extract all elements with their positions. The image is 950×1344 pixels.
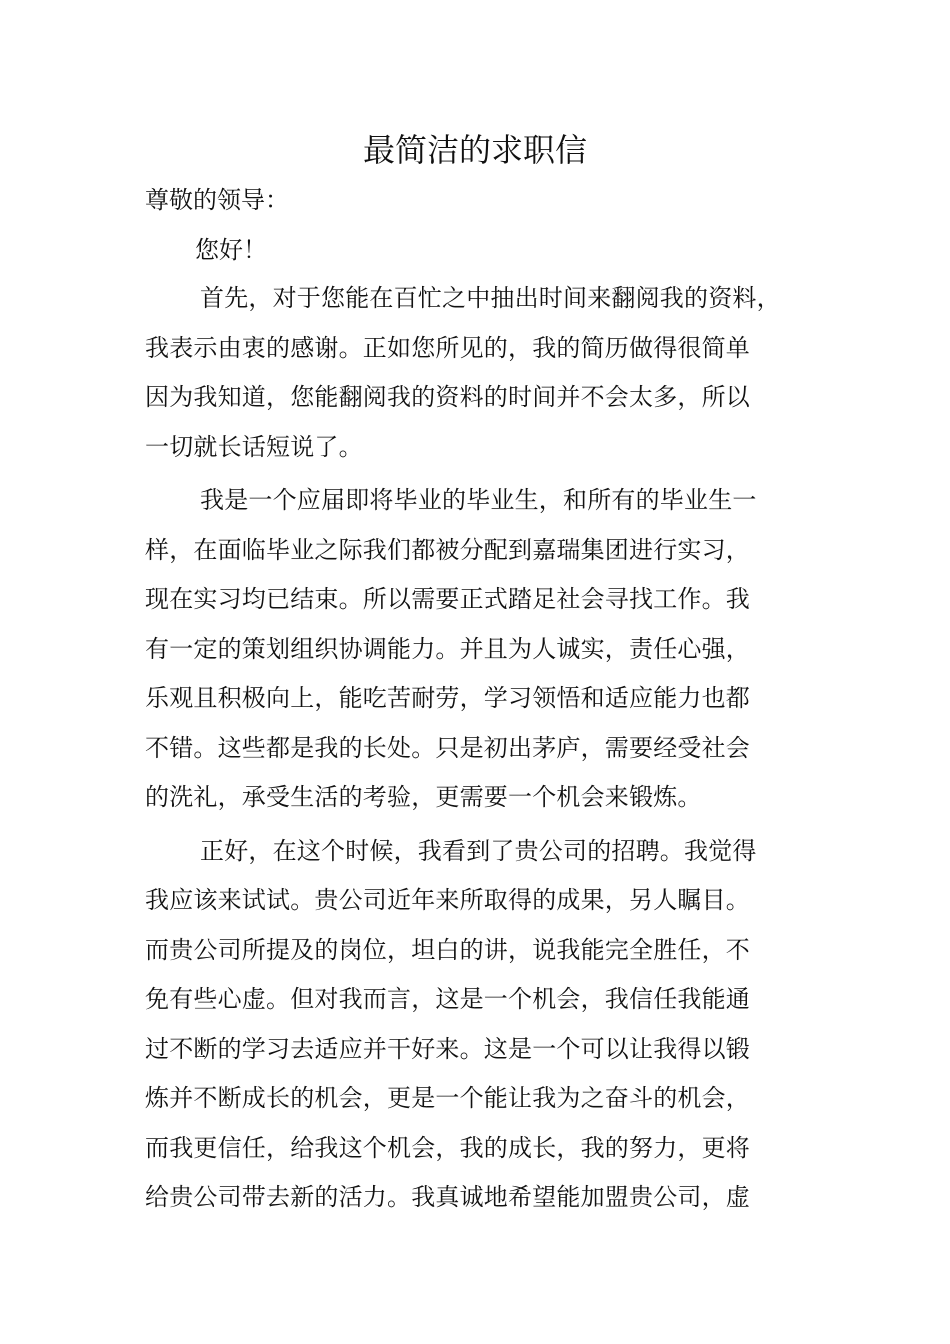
greeting: 您好！ <box>195 236 267 264</box>
paragraph-line: 因为我知道，您能翻阅我的资料的时间并不会太多，所以 <box>145 383 750 411</box>
paragraph-line: 乐观且积极向上，能吃苦耐劳，学习领悟和适应能力也都 <box>145 684 750 712</box>
paragraph-line: 首先，对于您能在百忙之中抽出时间来翻阅我的资料， <box>200 284 781 312</box>
paragraph-line: 炼并不断成长的机会，更是一个能让我为之奋斗的机会， <box>145 1084 750 1112</box>
paragraph-line: 一切就长话短说了。 <box>145 432 363 461</box>
paragraph-line: 现在实习均已结束。所以需要正式踏足社会寻找工作。我 <box>145 585 750 613</box>
letter-body <box>145 180 815 1223</box>
salutation: 尊敬的领导： <box>145 186 289 214</box>
document-title: 最简洁的求职信 <box>362 131 587 169</box>
paragraph-line: 给贵公司带去新的活力。我真诚地希望能加盟贵公司，虚 <box>145 1183 750 1211</box>
paragraph-2 <box>145 476 815 823</box>
paragraph-line: 而我更信任，给我这个机会，我的成长，我的努力，更将 <box>145 1133 750 1162</box>
paragraph-line: 不错。这些都是我的长处。只是初出茅庐，需要经受社会 <box>145 733 750 762</box>
paragraph-line: 免有些心虚。但对我而言，这是一个机会，我信任我能通 <box>145 985 750 1013</box>
paragraph-line: 我表示由衷的感谢。正如您所见的，我的简历做得很简单 <box>145 333 750 362</box>
paragraph-line: 我是一个应届即将毕业的毕业生，和所有的毕业生一 <box>200 486 757 514</box>
paragraph-1 <box>145 274 815 472</box>
paragraph-line: 过不断的学习去适应并干好来。这是一个可以让我得以锻 <box>145 1034 750 1063</box>
paragraph-line: 而贵公司所提及的岗位，坦白的讲，说我能完全胜任，不 <box>145 935 750 964</box>
paragraph-line: 正好，在这个时候，我看到了贵公司的招聘。我觉得 <box>200 836 757 865</box>
paragraph-line: 样，在面临毕业之际我们都被分配到嘉瑞集团进行实习， <box>145 535 750 564</box>
paragraph-line: 的洗礼，承受生活的考验，更需要一个机会来锻炼。 <box>145 783 702 811</box>
paragraph-line: 我应该来试试。贵公司近年来所取得的成果，另人瞩目。 <box>145 886 750 914</box>
paragraph-3 <box>145 827 815 1223</box>
paragraph-line: 有一定的策划组织协调能力。并且为人诚实，责任心强， <box>145 634 750 663</box>
